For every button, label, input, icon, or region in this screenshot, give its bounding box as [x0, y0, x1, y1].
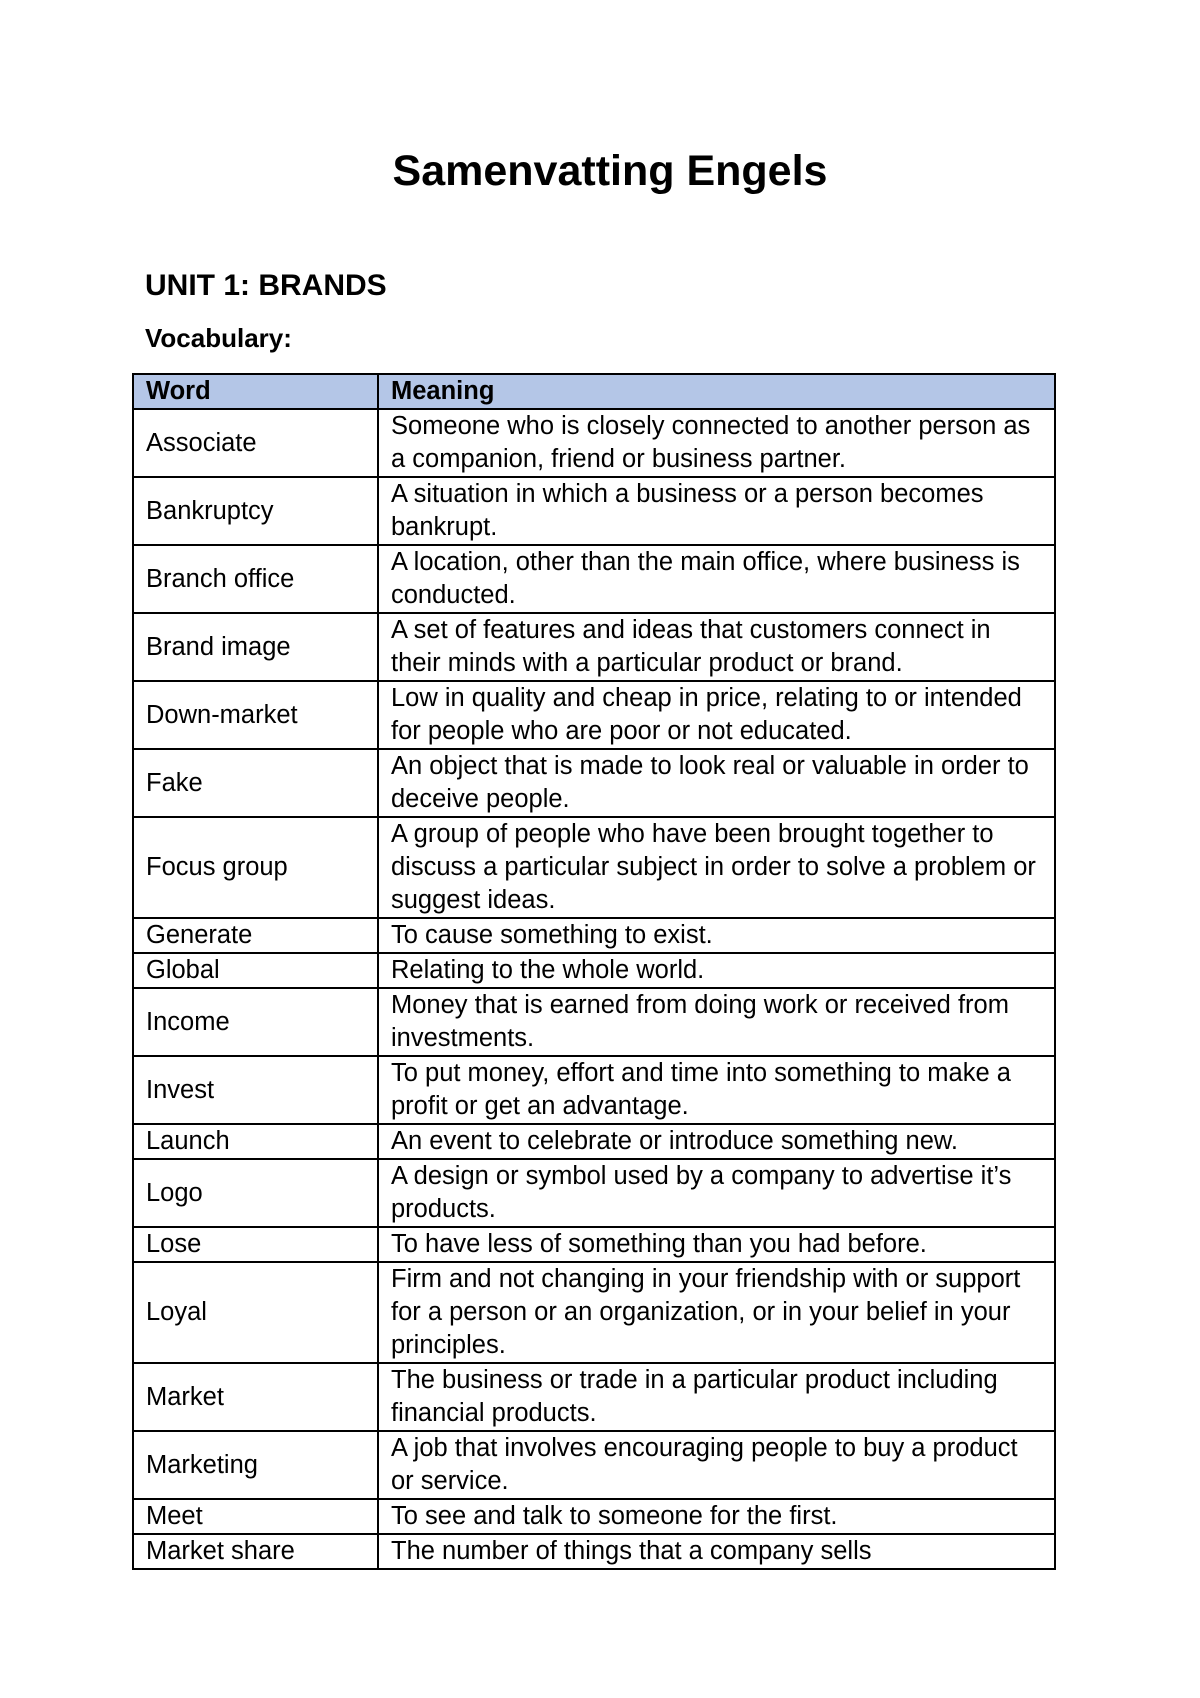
table-row	[133, 1499, 1055, 1534]
word-cell: Invest	[133, 1056, 378, 1124]
meaning-cell: A location, other than the main office, where business is conducted.	[378, 545, 1055, 613]
meaning-cell: Firm and not changing in your friendship with or support for a person or an organization, or in your belief in your principles.	[378, 1262, 1055, 1363]
meaning-cell: A group of people who have been brought together to discuss a particular subject in order to solve a problem or suggest ideas.	[378, 817, 1055, 918]
table-row	[133, 1431, 1055, 1499]
meaning-cell: An object that is made to look real or valuable in order to deceive people.	[378, 749, 1055, 817]
unit-heading: UNIT 1: BRANDS	[145, 269, 387, 302]
word-cell: Logo	[133, 1159, 378, 1227]
table-row	[133, 477, 1055, 545]
meaning-cell: Money that is earned from doing work or received from investments.	[378, 988, 1055, 1056]
word-cell: Loyal	[133, 1262, 378, 1363]
word-cell: Branch office	[133, 545, 378, 613]
meaning-cell: Relating to the whole world.	[378, 953, 1055, 988]
meaning-cell: A design or symbol used by a company to advertise it’s products.	[378, 1159, 1055, 1227]
table-row	[133, 613, 1055, 681]
table-row	[133, 1159, 1055, 1227]
meaning-cell: To cause something to exist.	[378, 918, 1055, 953]
vocabulary-label: Vocabulary:	[145, 323, 292, 353]
meaning-cell: Someone who is closely connected to another person as a companion, friend or business partner.	[378, 409, 1055, 477]
table-row	[133, 918, 1055, 953]
word-cell: Launch	[133, 1124, 378, 1159]
table-header-row	[133, 374, 1055, 409]
table-row	[133, 545, 1055, 613]
meaning-cell: An event to celebrate or introduce something new.	[378, 1124, 1055, 1159]
table-row	[133, 749, 1055, 817]
word-cell: Bankruptcy	[133, 477, 378, 545]
meaning-cell: Low in quality and cheap in price, relating to or intended for people who are poor or not educated.	[378, 681, 1055, 749]
word-cell: Lose	[133, 1227, 378, 1262]
word-cell: Income	[133, 988, 378, 1056]
page-title: Samenvatting Engels	[392, 147, 828, 195]
meaning-cell: A situation in which a business or a person becomes bankrupt.	[378, 477, 1055, 545]
table-row	[133, 1262, 1055, 1363]
meaning-cell: The business or trade in a particular product including financial products.	[378, 1363, 1055, 1431]
table-row	[133, 681, 1055, 749]
word-cell: Focus group	[133, 817, 378, 918]
table-row	[133, 1056, 1055, 1124]
meaning-cell: A set of features and ideas that customers connect in their minds with a particular product or brand.	[378, 613, 1055, 681]
meaning-cell: The number of things that a company sells	[378, 1534, 1055, 1569]
word-cell: Global	[133, 953, 378, 988]
word-cell: Market	[133, 1363, 378, 1431]
vocabulary-table	[132, 373, 1056, 1570]
word-cell: Associate	[133, 409, 378, 477]
table-row	[133, 817, 1055, 918]
meaning-column-header: Meaning	[378, 374, 1055, 409]
word-cell: Generate	[133, 918, 378, 953]
meaning-cell: To see and talk to someone for the first.	[378, 1499, 1055, 1534]
table-row	[133, 1363, 1055, 1431]
table-row	[133, 409, 1055, 477]
word-cell: Fake	[133, 749, 378, 817]
table-row	[133, 1124, 1055, 1159]
table-row	[133, 1227, 1055, 1262]
table-row	[133, 953, 1055, 988]
word-cell: Down-market	[133, 681, 378, 749]
table-row	[133, 1534, 1055, 1569]
table-row	[133, 988, 1055, 1056]
word-column-header: Word	[133, 374, 378, 409]
meaning-cell: A job that involves encouraging people to buy a product or service.	[378, 1431, 1055, 1499]
word-cell: Meet	[133, 1499, 378, 1534]
meaning-cell: To put money, effort and time into something to make a profit or get an advantage.	[378, 1056, 1055, 1124]
word-cell: Brand image	[133, 613, 378, 681]
word-cell: Market share	[133, 1534, 378, 1569]
word-cell: Marketing	[133, 1431, 378, 1499]
meaning-cell: To have less of something than you had before.	[378, 1227, 1055, 1262]
